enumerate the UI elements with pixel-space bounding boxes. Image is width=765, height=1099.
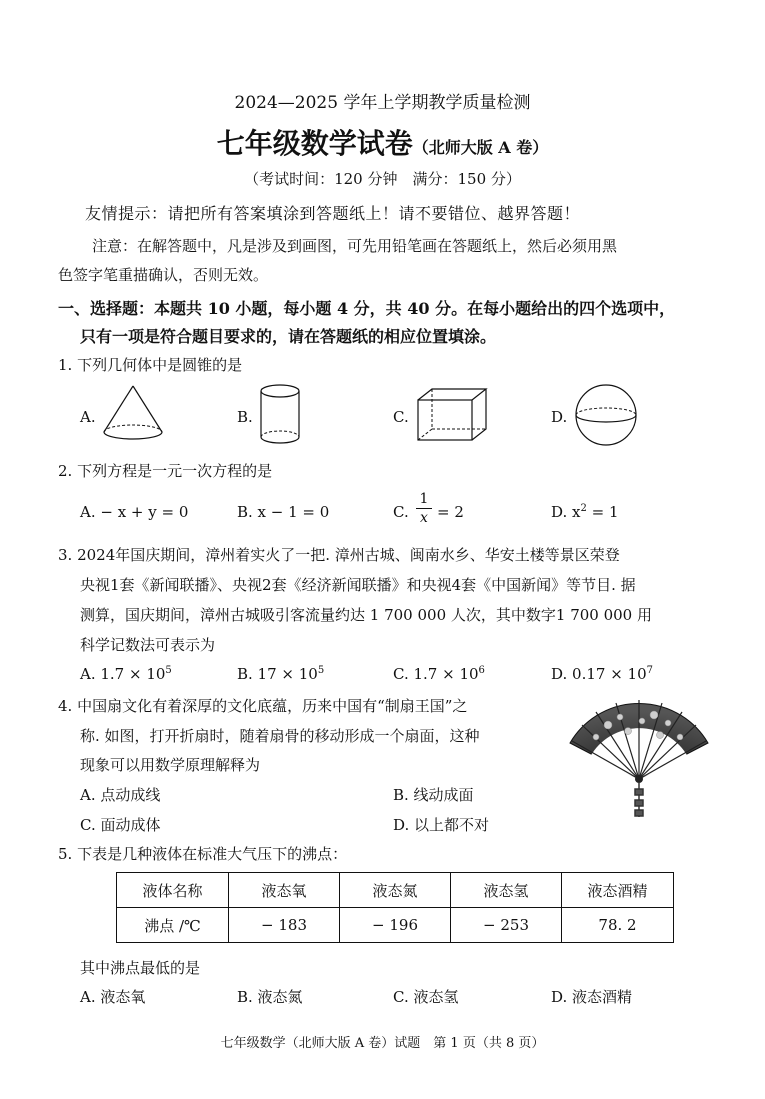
q5-option-d: D. 液态酒精 xyxy=(551,988,633,1006)
tip-prefix: 友情提示： xyxy=(85,204,168,223)
q5-question: 其中沸点最低的是 xyxy=(80,959,201,977)
q5-stem: 5. 下表是几种液体在标准大气压下的沸点： xyxy=(58,845,348,863)
q3-stem-line-3: 测算，国庆期间，漳州古城吸引客流量约达 1 700 000 人次，其中数字1 700 000 用 xyxy=(80,606,652,624)
table-cell: − 253 xyxy=(451,908,562,943)
q1-option-d: D. xyxy=(551,408,568,426)
title-sub: （北师大版 A 卷） xyxy=(412,138,549,157)
table-row xyxy=(117,908,674,943)
table-header-cell: 液态氮 xyxy=(340,873,451,908)
q5-option-c: C. 液态氢 xyxy=(393,988,459,1006)
q2-d-rhs: = 1 xyxy=(586,503,619,521)
q4-stem-line-1: 4. 中国扇文化有着深厚的文化底蕴，历来中国有“制扇王国”之 xyxy=(58,697,468,715)
q4-stem-line-2: 称. 如图，打开折扇时，随着扇骨的移动形成一个扇面，这种 xyxy=(80,727,480,745)
table-header-cell: 液态氧 xyxy=(229,873,340,908)
page-title xyxy=(0,122,765,162)
q2-stem: 2. 下列方程是一元一次方程的是 xyxy=(58,462,273,480)
table-header-cell: 液态氢 xyxy=(451,873,562,908)
fraction-bar xyxy=(416,508,432,509)
q2-d-exponent: 2 xyxy=(580,503,587,514)
table-header-cell: 液体名称 xyxy=(117,873,229,908)
cylinder-icon xyxy=(256,382,306,448)
table-cell: 沸点 /℃ xyxy=(117,908,229,943)
q5-option-a: A. 液态氧 xyxy=(80,988,146,1006)
q3-option-b-exp: 5 xyxy=(317,665,325,676)
q3-option-c-label: C. 1.7 × 10 xyxy=(393,665,479,683)
q2-option-c: C. xyxy=(393,503,409,521)
table-cell: − 183 xyxy=(229,908,340,943)
q3-option-d xyxy=(551,665,653,683)
q1-stem: 1. 下列几何体中是圆锥的是 xyxy=(58,356,243,374)
q2-option-b: B. x − 1 = 0 xyxy=(237,503,330,521)
q2-c-numerator: 1 xyxy=(419,491,429,507)
q3-stem-line-2: 央视1套《新闻联播》、央视2套《经济新闻联播》和央视4套《中国新闻》等节目. 据 xyxy=(80,576,636,594)
q2-d-label: D. x xyxy=(551,503,581,521)
tip-line xyxy=(85,201,580,224)
section-heading-line-2: 只有一项是符合题目要求的，请在答题纸的相应位置填涂。 xyxy=(80,327,497,346)
boiling-point-table xyxy=(116,872,674,943)
q4-option-d: D. 以上都不对 xyxy=(393,816,490,834)
q3-option-d-exp: 7 xyxy=(646,665,653,676)
q4-option-c: C. 面动成体 xyxy=(80,816,161,834)
cone-icon xyxy=(98,382,168,446)
q3-option-b-label: B. 17 × 10 xyxy=(237,665,318,683)
q4-stem-line-3: 现象可以用数学原理解释为 xyxy=(80,756,261,774)
attention-line-2: 色签字笔重描确认，否则无效。 xyxy=(58,266,269,284)
table-cell: 78. 2 xyxy=(562,908,674,943)
q3-stem-line-1: 3. 2024年国庆期间，漳州着实火了一把. 漳州古城、闽南水乡、华安土楼等景区荣登 xyxy=(58,546,620,564)
q4-option-b: B. 线动成面 xyxy=(393,786,474,804)
tip-body: 请把所有答案填涂到答题纸上！请不要错位、越界答题！ xyxy=(167,204,581,223)
q1-option-c: C. xyxy=(393,408,409,426)
table-row xyxy=(117,873,674,908)
sphere-icon xyxy=(573,382,639,448)
table-header-cell: 液态酒精 xyxy=(562,873,674,908)
q1-option-a: A. xyxy=(80,408,96,426)
q5-option-b: B. 液态氮 xyxy=(237,988,303,1006)
q2-option-d xyxy=(551,503,619,521)
cube-icon xyxy=(414,386,494,444)
q3-option-d-label: D. 0.17 × 10 xyxy=(551,665,647,683)
q3-option-c xyxy=(393,665,485,683)
q4-option-a: A. 点动成线 xyxy=(80,786,161,804)
q2-c-rhs: = 2 xyxy=(437,503,464,521)
q2-option-a: A. − x + y = 0 xyxy=(80,503,189,521)
page-footer: 七年级数学（北师大版 A 卷）试题 第 1 页（共 8 页） xyxy=(220,1036,545,1051)
q3-option-a xyxy=(80,665,172,683)
q3-option-b xyxy=(237,665,324,683)
exam-info: （考试时间：120 分钟 满分：150 分） xyxy=(244,170,521,188)
q1-option-b: B. xyxy=(237,408,253,426)
q3-stem-line-4: 科学记数法可表示为 xyxy=(80,636,216,654)
year-line: 2024—2025 学年上学期教学质量检测 xyxy=(234,93,531,113)
q3-option-a-label: A. 1.7 × 10 xyxy=(80,665,166,683)
attention-line-1: 注意：在解答题中，凡是涉及到画图，可先用铅笔画在答题纸上，然后必须用黑 xyxy=(92,237,618,255)
table-cell: − 196 xyxy=(340,908,451,943)
folding-fan-icon xyxy=(568,697,710,819)
q2-c-fraction xyxy=(416,491,432,526)
q2-c-denominator: x xyxy=(420,510,428,526)
q3-option-a-exp: 5 xyxy=(165,665,172,676)
title-main: 七年级数学试卷 xyxy=(216,127,413,160)
section-heading-line-1: 一、选择题：本题共 10 小题，每小题 4 分，共 40 分。在每小题给出的四个选项中， xyxy=(58,299,676,318)
q3-option-c-exp: 6 xyxy=(478,665,485,676)
